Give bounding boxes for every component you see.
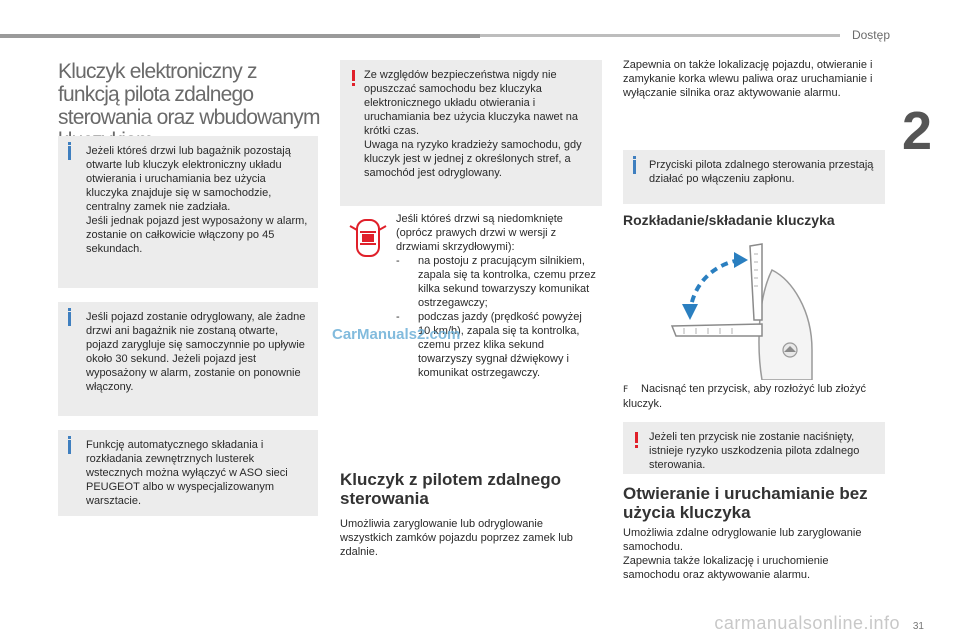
keyless-body: Umożliwia zdalne odryglowanie lub zaryglowanie samochodu. Zapewnia także lokalizację i uruchomienie samochodu oraz aktywowanie alarmu. — [623, 527, 862, 581]
fold-key-instruction — [623, 382, 873, 411]
watermark-mid: CarManuals2.com — [332, 326, 461, 343]
fold-key-instruction-text: Nacisnąć ten przycisk, aby rozłożyć lub złożyć kluczyk. — [623, 383, 866, 410]
info-box-autolock — [58, 302, 318, 416]
list-item — [396, 310, 596, 380]
info-text-locking: Jeżeli któreś drzwi lub bagażnik pozostają otwarte lub kluczyk elektroniczny układu otwierania i uruchamiania bez użycia kluczyka znajduje się w samochodzie, centralny zamek nie zadziała. Jeśli jednak pojazd jest wyposażony w alarm, zostanie on całkowicie włączony po 45 sekundach. — [86, 145, 308, 255]
list-item-text: podczas jazdy (prędkość powyżej 10 km/h), zapala się ta kontrolka, czemu przez klika sekund towarzyszy sygnał dźwiękowy i komunikat ostrzegawczy. — [418, 311, 582, 379]
info-icon-bar — [68, 312, 71, 326]
warning-box-button — [623, 422, 885, 474]
heading-keyless: Otwieranie i uruchamianie bez użycia kluczyka — [623, 484, 868, 522]
warning-icon-dot — [635, 445, 638, 448]
info-box-mirrors — [58, 430, 318, 516]
warning-text-security: Ze względów bezpieczeństwa nigdy nie opuszczać samochodu bez kluczyka elektronicznego układu otwierania i uruchamiania bez użycia kluczyka nawet na krótki czas. Uwaga na ryzyko kradzieży samochodu, gdy kluczyk jest w jednej z określonych stref, a samochód jest odryglowany. — [364, 69, 582, 179]
list-dash: - — [396, 255, 400, 267]
warning-icon — [635, 432, 638, 443]
key-fold-illustration — [662, 240, 832, 380]
door-warning-intro: Jeśli któreś drzwi są niedomknięte (oprócz prawych drzwi w wersji z drzwiami skrzydłowymi): — [396, 213, 563, 253]
warning-box-security — [340, 60, 602, 206]
info-icon — [633, 156, 636, 159]
door-warning-block — [396, 212, 596, 380]
list-dash: - — [396, 311, 400, 323]
info-icon-bar — [68, 146, 71, 160]
info-box-ignition — [623, 150, 885, 204]
info-icon — [68, 436, 71, 439]
list-item-text: na postoju z pracującym silnikiem, zapala się ta kontrolka, czemu przez kilka sekund towarzyszy komunikat ostrzegawczy; — [418, 255, 596, 309]
bullet-arrow-icon: F — [623, 385, 629, 395]
info-text-ignition: Przyciski pilota zdalnego sterowania przestają działać po włączeniu zapłonu. — [649, 159, 874, 185]
info-icon-bar — [68, 440, 71, 454]
chapter-number: 2 — [901, 101, 932, 161]
watermark-bottom: carmanualsonline.info — [714, 613, 900, 633]
list-item — [396, 254, 596, 310]
section-title: Dostęp — [851, 28, 890, 42]
door-warning-list — [396, 254, 596, 380]
header-rule-left — [0, 34, 480, 38]
heading-fold-key: Rozkładanie/składanie kluczyka — [623, 212, 835, 228]
info-text-autolock: Jeśli pojazd zostanie odryglowany, ale żadne drzwi ani bagażnik nie zostaną otwarte, pojazd zarygluje się samoczynnie po upływie około 30 sekund. Jeżeli pojazd jest wyposażony w alarm, zostanie on ponownie włączony. — [86, 311, 306, 393]
warning-icon-dot — [352, 83, 355, 86]
remote-functions-text: Zapewnia on także lokalizację pojazdu, otwieranie i zamykanie korka wlewu paliwa oraz uruchamianie i wyłączanie silnika oraz aktywowanie alarmu. — [623, 59, 873, 99]
warning-text-button: Jeżeli ten przycisk nie zostanie naciśnięty, istnieje ryzyko uszkodzenia pilota zdalnego sterowania. — [649, 431, 860, 471]
header-rule-right — [480, 34, 840, 37]
remote-key-body: Umożliwia zaryglowanie lub odryglowanie wszystkich zamków pojazdu poprzez zamek lub zdalnie. — [340, 518, 573, 558]
info-icon — [68, 308, 71, 311]
info-icon — [68, 142, 71, 145]
door-open-warning-icon — [348, 216, 388, 260]
info-text-mirrors: Funkcję automatycznego składania i rozkładania zewnętrznych lusterek wstecznych można wyłączyć w ASO sieci PEUGEOT albo w wyspecjalizowanym warsztacie. — [86, 439, 288, 507]
heading-remote-key: Kluczyk z pilotem zdalnego sterowania — [340, 470, 562, 508]
page-number: 31 — [912, 621, 924, 632]
warning-icon — [352, 70, 355, 81]
main-title: Kluczyk elektroniczny z funkcją pilota zdalnego sterowania oraz wbudowanym — [58, 60, 320, 129]
info-icon-bar — [633, 160, 636, 174]
info-box-locking — [58, 136, 318, 288]
